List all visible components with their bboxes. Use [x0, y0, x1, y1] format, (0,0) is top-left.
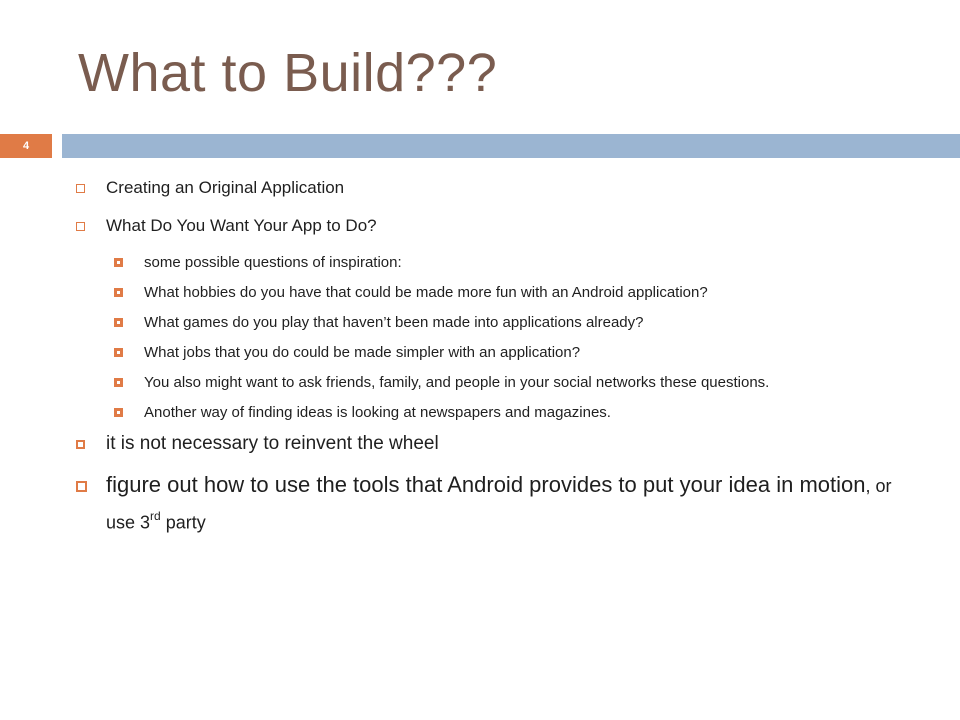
sub-bullet-item	[76, 282, 936, 303]
bullet-text: figure out how to use the tools that Android provides to put your idea in motion	[106, 472, 866, 497]
sub-bullet-text: Another way of finding ideas is looking at newspapers and magazines.	[144, 404, 611, 421]
filled-square-bullet-icon	[114, 288, 123, 297]
bullet-item	[76, 176, 936, 200]
sub-bullet-text: What games do you play that haven’t been made into applications already?	[144, 314, 644, 331]
filled-square-bullet-icon	[114, 348, 123, 357]
ordinal-superscript: rd	[150, 509, 161, 523]
sub-bullet-item	[76, 342, 936, 363]
sub-bullet-text: some possible questions of inspiration:	[144, 254, 402, 271]
bullet-text-end: party	[160, 512, 206, 533]
filled-square-bullet-icon	[114, 318, 123, 327]
sub-bullet-item	[76, 372, 936, 393]
bullet-text: What Do You Want Your App to Do?	[106, 216, 377, 235]
square-bullet-icon	[76, 184, 85, 193]
bullet-text: Creating an Original Application	[106, 178, 345, 197]
sub-bullet-item	[76, 252, 936, 273]
slide-content	[76, 176, 936, 551]
bullet-text: it is not necessary to reinvent the wheel	[106, 433, 439, 454]
filled-square-bullet-icon	[114, 258, 123, 267]
sub-bullet-item	[76, 402, 936, 423]
sub-bullet-text: What jobs that you do could be made simpler with an application?	[144, 344, 581, 361]
sub-bullet-text: What hobbies do you have that could be made more fun with an Android application?	[144, 284, 708, 301]
bullet-item	[76, 470, 936, 537]
sub-bullet-item	[76, 312, 936, 333]
filled-square-bullet-icon	[114, 378, 123, 387]
square-bullet-icon	[76, 222, 85, 231]
filled-square-bullet-icon	[114, 408, 123, 417]
sub-bullet-text: You also might want to ask friends, family, and people in your social networks these questions.	[144, 374, 770, 391]
slide-title: What to Build???	[78, 43, 498, 103]
slide-number: 4	[0, 134, 52, 158]
title-rule-bar	[62, 134, 960, 158]
bullet-item	[76, 214, 936, 238]
square-bullet-icon	[76, 481, 87, 492]
bullet-item	[76, 432, 936, 456]
square-bullet-icon	[76, 440, 85, 449]
bullet-text-tail: , or use 3	[106, 476, 892, 533]
